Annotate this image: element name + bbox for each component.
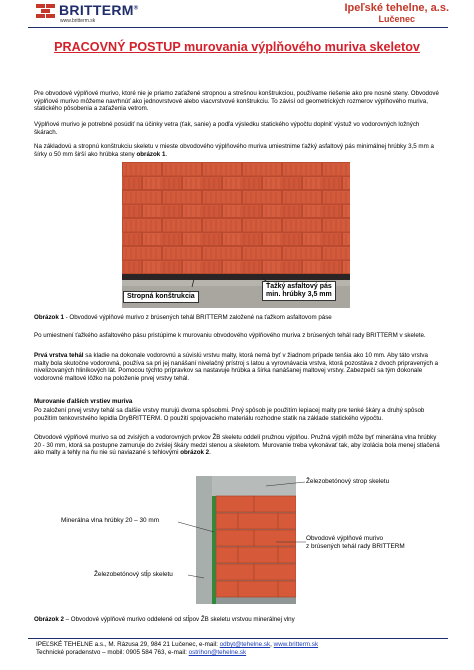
figure2-caption-label: Obrázok 2 xyxy=(34,616,64,623)
figure2-ref: obrázok 2 xyxy=(180,449,210,457)
paragraph-asphalt-end: . xyxy=(165,150,168,158)
figure1-label-strop: Stropná konštrukcia xyxy=(123,291,199,303)
figure2-label-murivo-line2: z brúsených tehál rady BRITTERM xyxy=(306,542,405,550)
paragraph-intro: Pre obvodové výplňové murivo, ktoré nie je priamo zaťažené stropnou a strešnou konštrukciou, používame riešenie ako pre nosné steny. Obvodové výplňové murivo môžeme navrhnúť ako jednovrstvové alebo viacvrstvové konštrukciu. To závisí od geometrických rozmerov výplňového muriva, statického pôsobenia a zaťaženia vetrom. xyxy=(34,90,439,113)
footer-contact-email-link[interactable]: ostrihon@tehelne.sk xyxy=(188,648,247,656)
figure1-caption-text: - Obvodové výplňové murivo z brúsených tehál BRITTERM založené na ťažkom asfaltovom páse xyxy=(63,314,332,321)
page-footer xyxy=(36,641,318,656)
separation-end: . xyxy=(209,449,211,457)
company-name: Ipeľské tehelne, a.s. xyxy=(344,2,449,14)
footer-divider xyxy=(28,638,448,639)
figure2-label-stlp: Železobetónový stĺp skeletu xyxy=(94,571,173,578)
figure2-label-murivo xyxy=(306,535,405,550)
logo-mark: ® xyxy=(133,5,139,12)
footer-contact: Technické poradenstvo – mobil: 0905 584 763, e-mail: xyxy=(36,648,189,656)
paragraph-masonry: Po umiestnení ťažkého asfaltového pásu pristúpime k murovaniu obvodového výplňového muriva z brúsených tehál rady BRITTERM v skelete. xyxy=(34,332,426,339)
first-layer-text: sa kladie na dokonale vodorovnú a súvislú vrstvu malty, ktorá nemá byť v žiadnom prípade tenšia ako 10 mm. Aby táto vrstva malty bola skutočne vodorovná, používa sa pri jej nanášaní nivelačný prístroj s latou a vyrovnávacia vrstva, ktorá pozostáva z dvoch pripravených a nivelizovaných hliníkových lát. Pomocou týchto prípravkov sa nastavuje hrúbka a šírka nanášanej maltovej vrstvy. Zabezpečí sa tým dokonale vodorovné maltové lôžko na položenie prvej vrstvy tehál. xyxy=(34,352,439,382)
page-title: PRACOVNÝ POSTUP murovania výplňového muriva skeletov xyxy=(54,40,420,54)
paragraph-wind: Výplňové murivo je potrebné posúdiť na účinky vetra (ťak, sanie) a podľa výsledku statického výpočtu doplniť výstuž vo vodorovných ložných škárach. xyxy=(34,121,420,136)
footer-line2 xyxy=(36,649,318,657)
section-heading: Murovanie ďalších vrstiev muriva xyxy=(34,398,133,405)
footer-web-link[interactable]: www.britterm.sk xyxy=(273,641,319,648)
figure2-label-strop: Železobetónový strop skeletu xyxy=(306,478,390,485)
figure2-label-murivo-line1: Obvodové výplňové murivo xyxy=(306,535,384,542)
figure2-label-vlna: Minerálna vlna hrúbky 20 – 30 mm xyxy=(61,517,160,524)
figure1-label-pas-line2: min. hrúbky 3,5 mm xyxy=(266,291,332,298)
logo-name-text: BRITTERM xyxy=(59,2,134,18)
figure2-caption-text: – Obvodové výplňové murivo oddelené od stĺpov ŽB skeletu vrstvou minerálnej vlny xyxy=(63,616,295,623)
figure1-ref: obrázok 1 xyxy=(136,150,166,158)
figure1-caption-label: Obrázok 1 xyxy=(34,314,64,321)
figure2-caption xyxy=(34,616,440,624)
paragraph-asphalt-text: Na základovú a stropnú konštrukciu skeletu v mieste obvodového výplňového muriva umiestnime ťažký asfaltový pás minimálnej hrúbky 3,5 mm a šírky o 50 mm širší ako hrúbka steny xyxy=(34,143,434,158)
figure1-label-pas-line1: Ťažký asfaltový pás xyxy=(266,283,332,290)
first-layer-label: Prvá vrstva tehál xyxy=(34,352,84,359)
footer-separator: , xyxy=(270,641,274,648)
paragraph-next-layers: Po založení prvej vrstvy tehál sa ďalšie vrstvy murujú dvoma spôsobmi. Prvý spôsob je použitím lepiacej malty pre tenké škáry a druhý spôsob použitím tenkovrstvého lepidla DryBRITTERM. O použití spojovacieho materiálu rozhodne statik na základe statického výpočtu. xyxy=(34,407,425,422)
footer-line1 xyxy=(36,641,318,649)
separation-text: Obvodové výplňové murivo sa od zvislých a vodorovných prvkov ŽB skeletu oddelí pružnou výplňou. Pružná výplň môže byť minerálna vlna hrúbky 20 - 30 mm, ktorá sa postupne zamuruje do zvislej škáry medzi stenou a skeletom. Murovanie treba vykonávať tak, aby izolácia bola menej stlačená ako malty a tehly na ňu nie sú naviazané s tehlovými xyxy=(34,434,440,457)
footer-address: IPEĽSKÉ TEHELNE a.s., M. Rázusa 29, 984 21 Lučenec, e-mail: xyxy=(36,641,220,648)
company-city: Lučenec xyxy=(378,14,415,24)
logo-web: www.britterm.sk xyxy=(60,18,96,24)
footer-email-link[interactable]: odbyt@tehelne.sk xyxy=(219,641,271,648)
